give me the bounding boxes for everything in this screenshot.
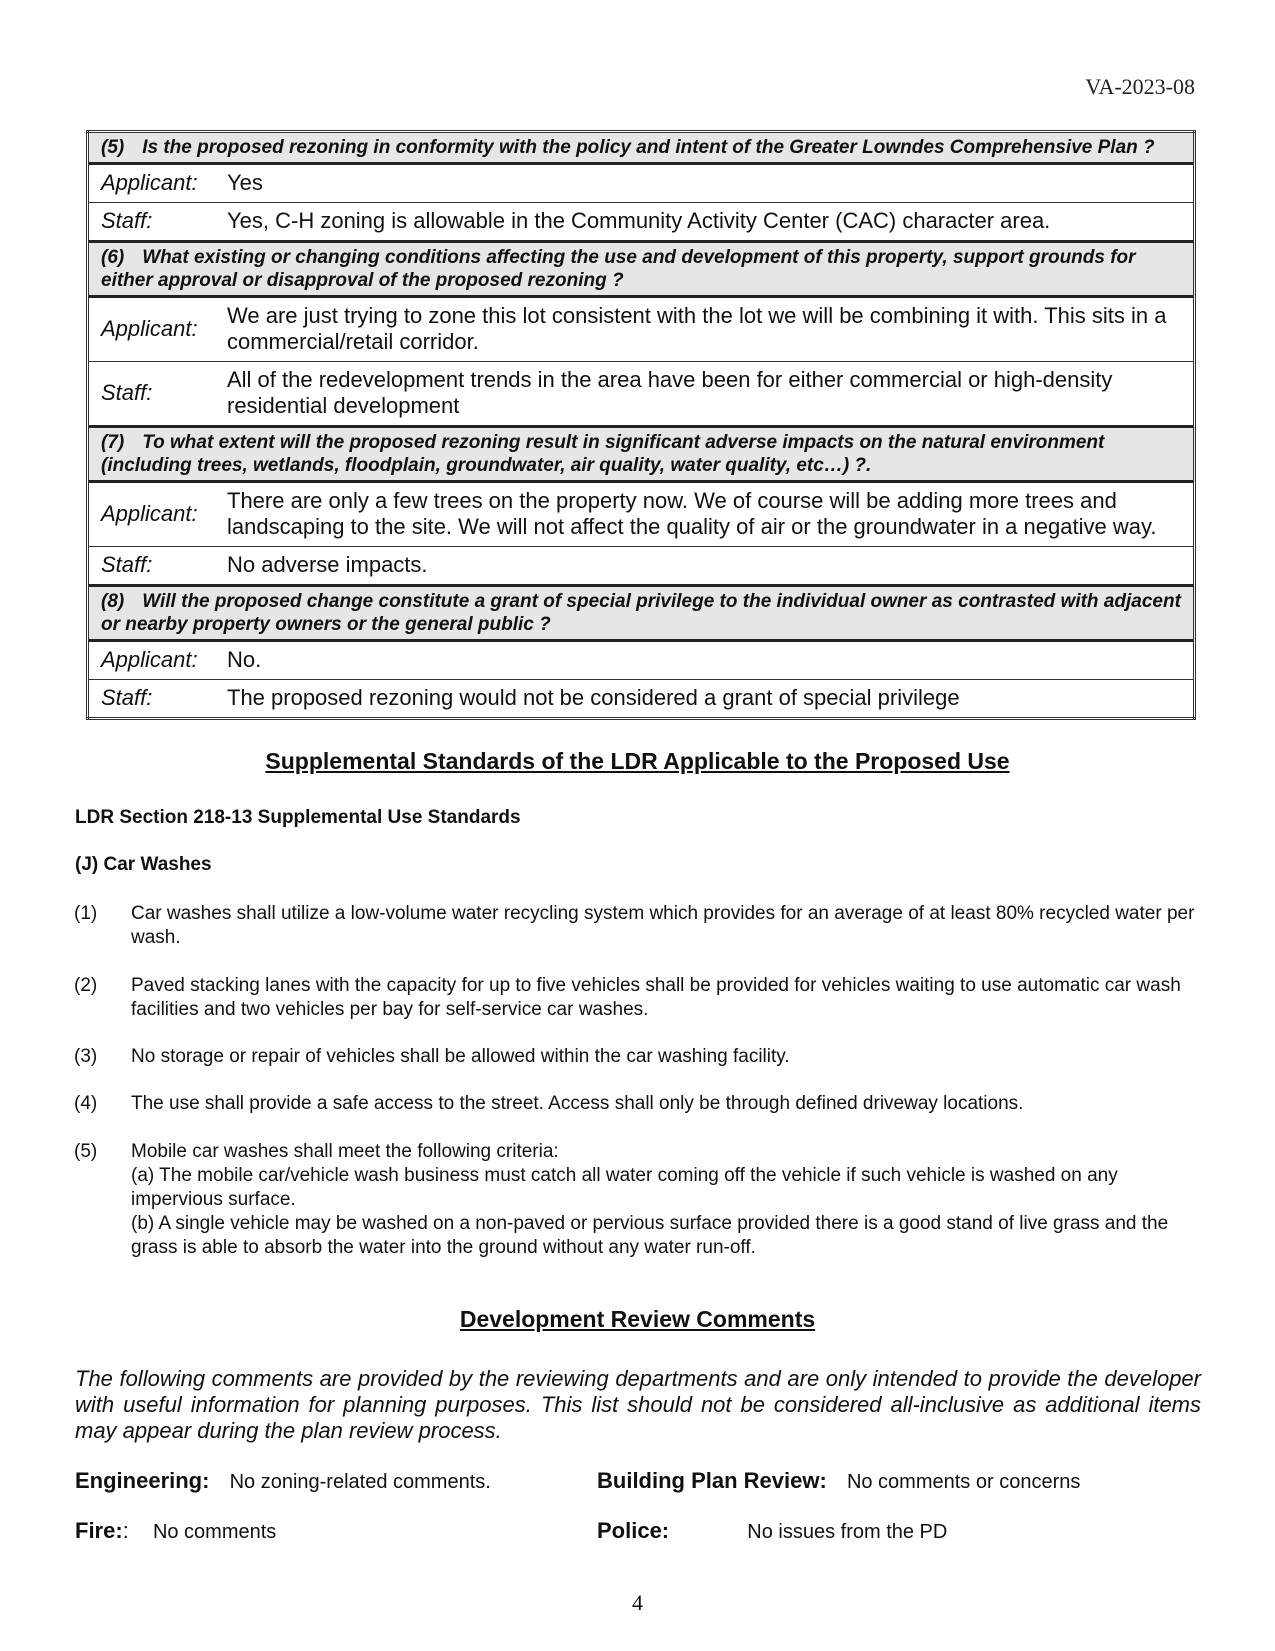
standard-number: (2): [74, 975, 98, 996]
applicant-row: [88, 164, 1195, 203]
page-number: 4: [632, 1590, 643, 1615]
question-text: What existing or changing conditions affecting the use and development of this property, support grounds for either approval or disapproval of the proposed rezoning ?: [101, 247, 1136, 291]
applicant-label: Applicant:: [88, 297, 220, 362]
supplemental-standards-heading: Supplemental Standards of the LDR Applicable to the Proposed Use: [265, 748, 1010, 774]
building-plan-review-comment: [597, 1468, 1080, 1494]
rezoning-criteria-table: [86, 130, 1196, 720]
police-value: No issues from the PD: [747, 1521, 948, 1543]
standard-number: (1): [74, 903, 98, 924]
question-row: [88, 132, 1195, 164]
staff-row: [88, 680, 1195, 719]
engineering-value: No zoning-related comments.: [229, 1471, 491, 1493]
question-number: (6): [101, 247, 125, 268]
question-number: (8): [101, 591, 125, 612]
staff-response: No adverse impacts.: [219, 547, 1195, 586]
question-number: (5): [101, 137, 125, 158]
review-intro-paragraph: The following comments are provided by the reviewing departments and are only intended to provide the developer with useful information for planning purposes. This list should not be considered all-inclusive as additional items may appear during the plan review process.: [75, 1366, 1201, 1443]
standard-text: Paved stacking lanes with the capacity for up to five vehicles shall be provided for vehicles waiting to use automatic car wash facilities and two vehicles per bay for self-service car washes.: [131, 975, 1181, 1020]
standard-text: The use shall provide a safe access to the street. Access shall only be through defined driveway locations.: [131, 1093, 1024, 1114]
question-row: [88, 427, 1195, 482]
fire-value: No comments: [152, 1521, 277, 1543]
engineering-comment: [75, 1468, 491, 1494]
standard-item: [74, 1140, 1204, 1260]
document-id: VA-2023-08: [1085, 74, 1195, 99]
standard-item: [74, 1092, 1204, 1116]
applicant-label: Applicant:: [88, 641, 220, 680]
applicant-response: We are just trying to zone this lot consistent with the lot we will be combining it with. This sits in a commercial/retail corridor.: [219, 297, 1195, 362]
applicant-response: Yes: [219, 164, 1195, 203]
standard-subitem-b: (b) A single vehicle may be washed on a non-paved or pervious surface provided there is a good stand of live grass and the grass is able to absorb the water into the ground without any water run-off.: [131, 1213, 1169, 1258]
staff-row: [88, 203, 1195, 242]
staff-label: Staff:: [88, 203, 220, 242]
ldr-section-title: LDR Section 218-13 Supplemental Use Standards: [75, 807, 521, 828]
fire-comment: [75, 1518, 276, 1544]
fire-label: Fire:: [75, 1518, 123, 1543]
question-row: [88, 586, 1195, 641]
staff-label: Staff:: [88, 362, 220, 427]
question-text: Will the proposed change constitute a grant of special privilege to the individual owner as contrasted with adjacent or nearby property owners or the general public ?: [101, 591, 1181, 635]
development-review-heading: Development Review Comments: [459, 1306, 816, 1332]
standard-subitem-a: (a) The mobile car/vehicle wash business must catch all water coming off the vehicle if such vehicle is washed on any impervious surface.: [131, 1165, 1118, 1210]
fire-label-colon: :: [122, 1518, 129, 1543]
applicant-response: No.: [219, 641, 1195, 680]
question-text: Is the proposed rezoning in conformity with the policy and intent of the Greater Lowndes Comprehensive Plan ?: [142, 137, 1155, 158]
police-comment: [597, 1518, 947, 1544]
applicant-response: There are only a few trees on the property now. We of course will be adding more trees and landscaping to the site. We will not affect the quality of air or the groundwater in a negative way.: [219, 482, 1195, 547]
standard-item: [74, 902, 1204, 950]
staff-response: The proposed rezoning would not be considered a grant of special privilege: [219, 680, 1195, 719]
standard-item: [74, 974, 1204, 1022]
staff-response: Yes, C-H zoning is allowable in the Community Activity Center (CAC) character area.: [219, 203, 1195, 242]
engineering-label: Engineering:: [75, 1468, 210, 1493]
staff-label: Staff:: [88, 547, 220, 586]
staff-row: [88, 362, 1195, 427]
standard-text: Car washes shall utilize a low-volume water recycling system which provides for an average of at least 80% recycled water per wash.: [131, 903, 1195, 948]
building-plan-review-label: Building Plan Review:: [597, 1468, 827, 1493]
standard-number: (5): [74, 1141, 98, 1162]
applicant-row: [88, 641, 1195, 680]
question-number: (7): [101, 432, 125, 453]
standard-text: No storage or repair of vehicles shall be allowed within the car washing facility.: [131, 1046, 790, 1067]
applicant-label: Applicant:: [88, 482, 220, 547]
car-washes-subsection-title: (J) Car Washes: [75, 854, 212, 875]
building-plan-review-value: No comments or concerns: [846, 1471, 1081, 1493]
police-label: Police:: [597, 1518, 670, 1543]
standard-text: Mobile car washes shall meet the following criteria:: [131, 1141, 559, 1162]
standard-number: (4): [74, 1093, 98, 1114]
question-row: [88, 242, 1195, 297]
applicant-row: [88, 297, 1195, 362]
applicant-row: [88, 482, 1195, 547]
standard-item: [74, 1045, 1204, 1069]
staff-label: Staff:: [88, 680, 220, 719]
standard-number: (3): [74, 1046, 98, 1067]
applicant-label: Applicant:: [88, 164, 220, 203]
staff-response: All of the redevelopment trends in the area have been for either commercial or high-density residential development: [219, 362, 1195, 427]
question-text: To what extent will the proposed rezoning result in significant adverse impacts on the natural environment (including trees, wetlands, floodplain, groundwater, air quality, water quality, etc…) ?.: [101, 432, 1105, 476]
staff-row: [88, 547, 1195, 586]
